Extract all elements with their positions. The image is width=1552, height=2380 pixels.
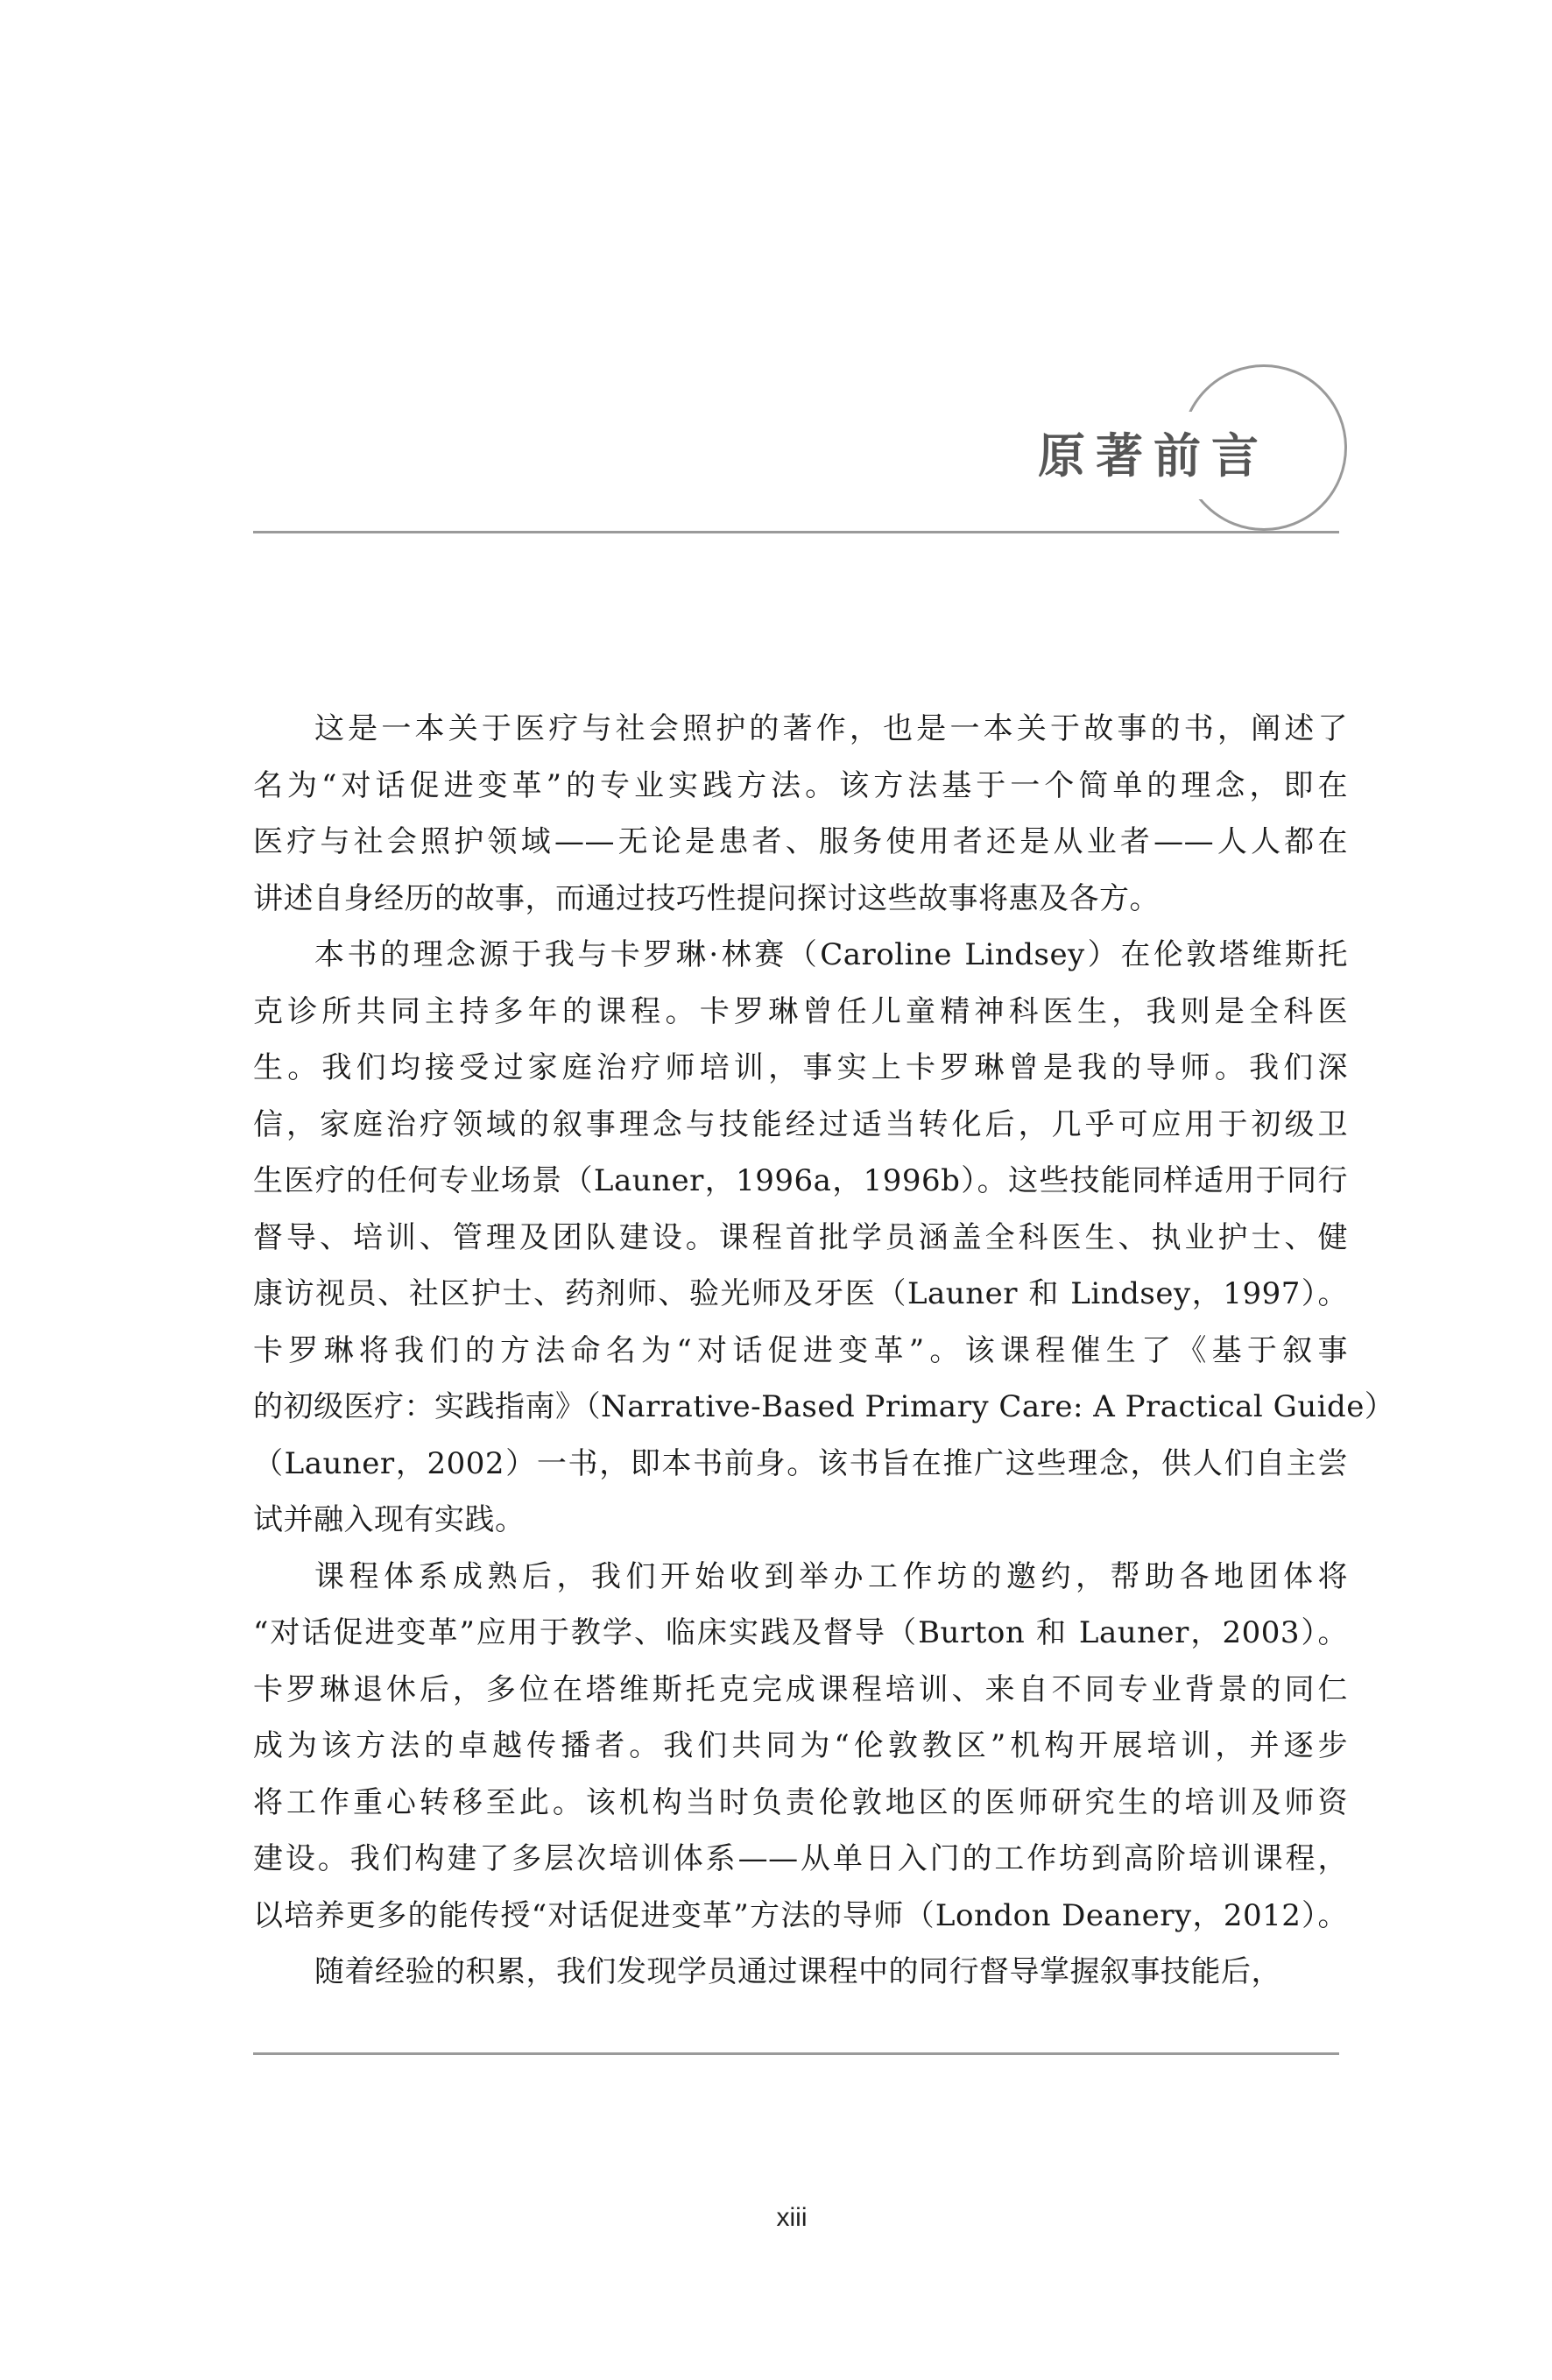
text-line: 将工作重心转移至此。该机构当时负责伦敦地区的医师研究生的培训及师资 (253, 1784, 1348, 1820)
page-number: xiii (776, 2203, 808, 2232)
text-line: 的初级医疗：实践指南》（Narrative-Based Primary Care: A Practical Guide） (253, 1389, 1395, 1424)
text-line: 信，家庭治疗领域的叙事理念与技能经过适当转化后，几乎可应用于初级卫 (253, 1106, 1348, 1142)
text-line: “对话促进变革”应用于教学、临床实践及督导（Burton 和 Launer，2003）。 (253, 1615, 1348, 1650)
text-line: 建设。我们构建了多层次培训体系——从单日入门的工作坊到高阶培训课程， (253, 1841, 1348, 1876)
text-line: 课程体系成熟后，我们开始收到举办工作坊的邀约，帮助各地团体将 (314, 1558, 1348, 1594)
text-line: 试并融入现有实践。 (253, 1502, 526, 1537)
text-line: 这是一本关于医疗与社会照护的著作，也是一本关于故事的书，阐述了 (314, 711, 1348, 746)
text-line: 卡罗琳将我们的方法命名为“对话促进变革”。该课程催生了《基于叙事 (253, 1332, 1348, 1368)
text-line: 本书的理念源于我与卡罗琳·林赛（Caroline Lindsey）在伦敦塔维斯托 (314, 937, 1348, 972)
text-line: 生医疗的任何专业场景（Launer，1996a，1996b）。这些技能同样适用于同行 (253, 1163, 1348, 1198)
text-line: 讲述自身经历的故事，而通过技巧性提问探讨这些故事将惠及各方。 (253, 880, 1160, 916)
text-line: 医疗与社会照护领域——无论是患者、服务使用者还是从业者——人人都在 (253, 824, 1348, 859)
text-line: 生。我们均接受过家庭治疗师培训，事实上卡罗琳曾是我的导师。我们深 (253, 1050, 1348, 1085)
text-line: （Launer，2002）一书，即本书前身。该书旨在推广这些理念，供人们自主尝 (253, 1445, 1348, 1481)
body-text (253, 701, 1395, 2001)
text-line: 名为“对话促进变革”的专业实践方法。该方法基于一个简单的理念，即在 (253, 767, 1348, 803)
footer-rule (253, 2052, 1339, 2055)
text-line: 督导、培训、管理及团队建设。课程首批学员涵盖全科医生、执业护士、健 (253, 1219, 1348, 1255)
text-line: 随着经验的积累，我们发现学员通过课程中的同行督导掌握叙事技能后， (314, 1954, 1281, 1989)
text-line: 克诊所共同主持多年的课程。卡罗琳曾任儿童精神科医生，我则是全科医 (253, 993, 1348, 1029)
header-rule (253, 531, 1339, 533)
text-line: 成为该方法的卓越传播者。我们共同为“伦敦教区”机构开展培训，并逐步 (253, 1728, 1348, 1763)
text-line: 卡罗琳退休后，多位在塔维斯托克完成课程培训、来自不同专业背景的同仁 (253, 1671, 1348, 1707)
text-line: 以培养更多的能传授“对话促进变革”方法的导师（London Deanery，2012）。 (253, 1897, 1348, 1933)
chapter-title: 原著前言 (1038, 427, 1269, 484)
text-line: 康访视员、社区护士、药剂师、验光师及牙医（Launer 和 Lindsey，1997）。 (253, 1276, 1348, 1311)
